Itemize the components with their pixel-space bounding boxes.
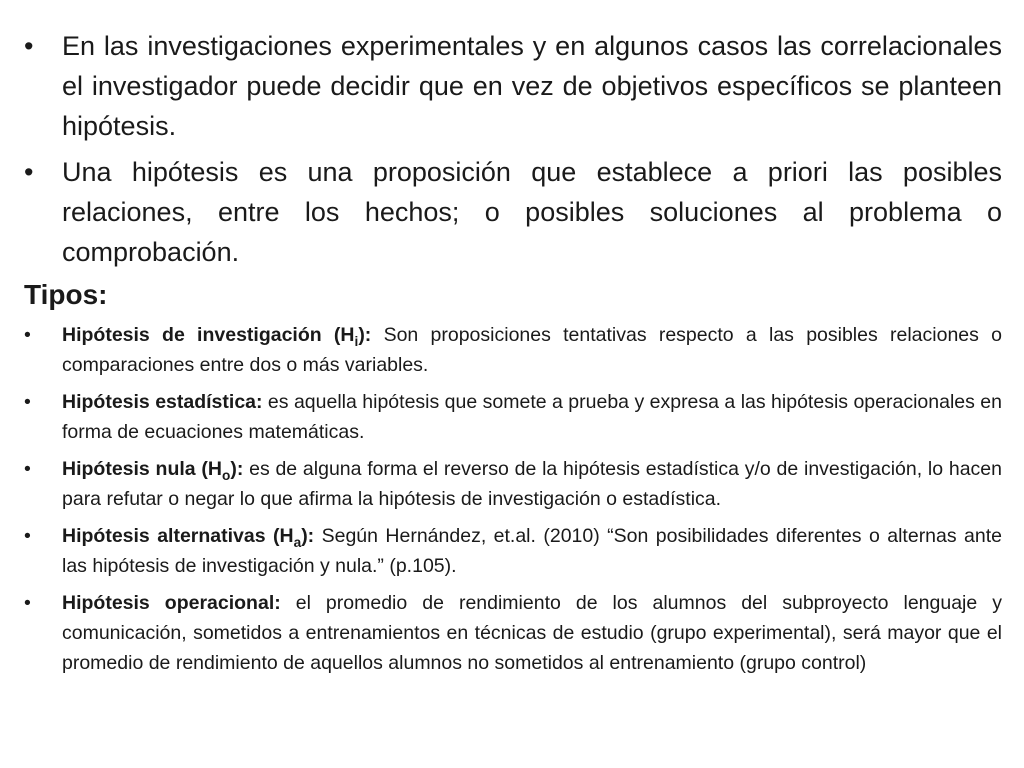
term-subscript: a xyxy=(293,534,302,550)
type-term: Hipótesis operacional: xyxy=(62,592,281,614)
type-item xyxy=(24,521,1002,581)
type-text: es aquella hipótesis que somete a prueba y expresa a las hipótesis operacionales en forma de ecuaciones matemáticas. xyxy=(62,391,1002,443)
type-text: es de alguna forma el reverso de la hipótesis estadística y/o de investigación, lo hacen para refutar o negar lo que afirma la hipótesis de investigación o estadística. xyxy=(62,458,1002,510)
bullet-icon: • xyxy=(24,157,34,187)
intro-item xyxy=(24,26,1002,146)
type-item xyxy=(24,454,1002,514)
type-item xyxy=(24,387,1002,447)
type-text: el promedio de rendimiento de los alumnos del subproyecto lenguaje y comunicación, sometidos a entrenamientos en técnicas de estudio (grupo experimental), será mayor que el promedio de rendimiento de aquellos alumnos no sometidos al entrenamiento (grupo control) xyxy=(62,592,1002,674)
type-term: Hipótesis alternativas $(H_a)$: xyxy=(62,525,315,550)
bullet-icon: • xyxy=(24,391,31,413)
intro-text: Una hipótesis es una proposición que establece a priori las posibles relaciones, entre los hechos; o posibles soluciones al problema o comprobación. xyxy=(62,157,1002,267)
intro-text: En las investigaciones experimentales y en algunos casos las correlacionales el investigador puede decidir que en vez de objetivos específicos se planteen hipótesis. xyxy=(62,31,1002,141)
type-term: Hipótesis nula $(H_o)$: xyxy=(62,458,244,483)
bullet-icon: • xyxy=(24,324,31,346)
type-item xyxy=(24,588,1002,678)
bullet-icon: • xyxy=(24,525,31,547)
term-subscript: o xyxy=(221,467,231,483)
intro-item xyxy=(24,152,1002,272)
section-heading: Tipos: xyxy=(24,279,108,310)
bullet-icon: • xyxy=(24,31,34,61)
type-term: Hipótesis de investigación $(H_i)$: xyxy=(62,324,372,349)
type-text: Según Hernández, et.al. (2010) “Son posibilidades diferentes o alternas ante las hipótesis de investigación y nula.” (p.105). xyxy=(62,525,1003,577)
bullet-icon: • xyxy=(24,458,31,480)
intro-list xyxy=(24,26,1002,272)
term-subscript: i xyxy=(354,333,359,349)
types-list xyxy=(24,320,1002,678)
type-item xyxy=(24,320,1002,380)
bullet-icon: • xyxy=(24,592,31,614)
type-text: Son proposiciones tentativas respecto a las posibles relaciones o comparaciones entre dos o más variables. xyxy=(62,324,1002,376)
type-term: Hipótesis estadística: xyxy=(62,391,263,413)
